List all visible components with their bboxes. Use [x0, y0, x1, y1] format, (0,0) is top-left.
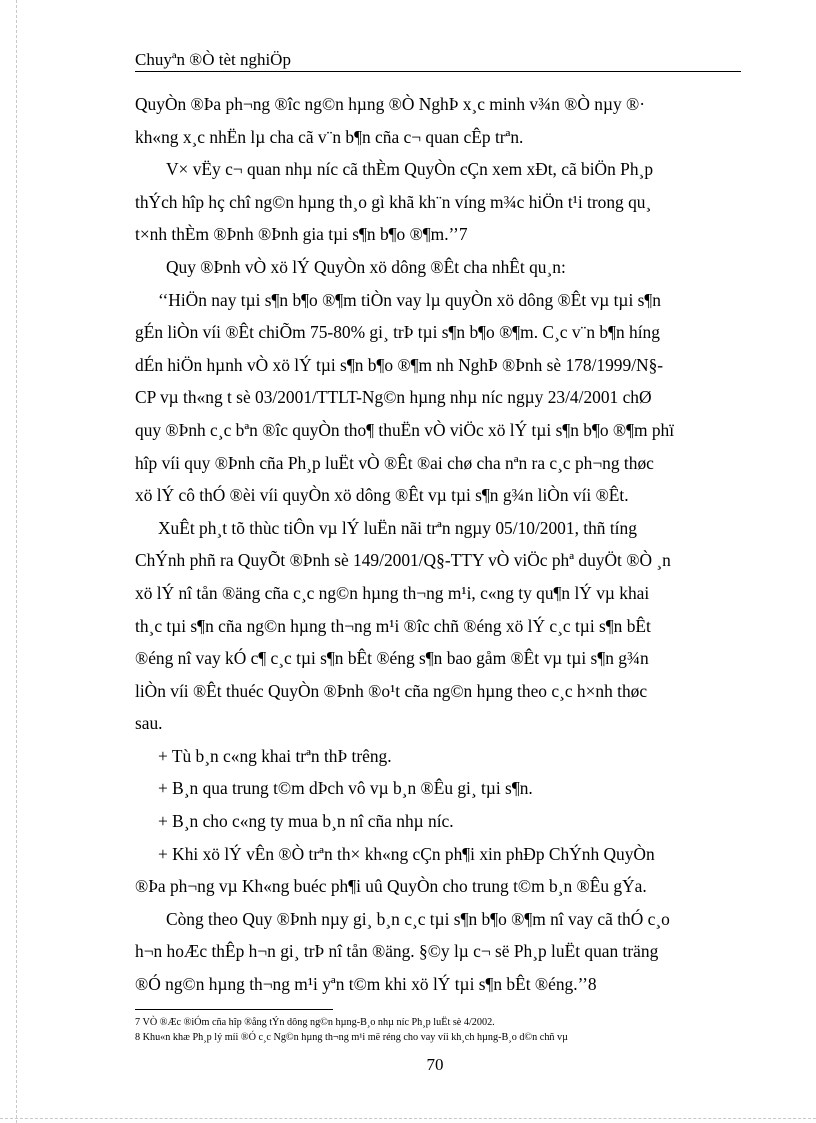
- list-item: + B¸n qua trung t©m dÞch vô vµ b¸n ®Êu gi¸ tµi s¶n.: [158, 778, 533, 799]
- footnote-separator: [135, 1009, 333, 1010]
- body-line: gÉn liÒn víi ®Êt chiÕm 75-80% gi¸ trÞ tµi s¶n b¶o ®¶m. C¸c v¨n b¶n híng: [135, 322, 660, 343]
- list-item: + Khi xö lÝ vÊn ®Ò trªn th× kh«ng cÇn ph¶i xin phÐp ChÝnh QuyÒn: [158, 843, 655, 864]
- body-line: ®éng nî vay kÓ c¶ c¸c tµi s¶n bÊt ®éng s¶n bao gåm ®Êt vµ tµi s¶n g¾n: [135, 648, 649, 669]
- body-line: xö lÝ cô thÓ ®èi víi quyÒn xö dông ®Êt vµ tµi s¶n g¾n liÒn víi ®Êt.: [135, 485, 629, 506]
- body-line: t×nh thÈm ®Þnh ®Þnh gia tµi s¶n b¶o ®¶m.’’7: [135, 224, 468, 245]
- page-bottom-guide: [0, 1118, 816, 1119]
- page-number: 70: [426, 1055, 444, 1074]
- footnote: 7 VÒ ®Æc ®iÓm cña hîp ®ång tÝn dông ng©n hµng-B¸o nhµ níc Ph¸p luËt sè 4/2002.: [135, 1017, 495, 1028]
- list-item: + Tù b¸n c«ng khai trªn thÞ trêng.: [158, 745, 392, 766]
- body-line: CP vµ th«ng t sè 03/2001/TTLT-Ng©n hµng nhµ níc ngµy 23/4/2001 chØ: [135, 387, 652, 408]
- body-line: ChÝnh phñ ra QuyÕt ®Þnh sè 149/2001/Q§-TTY vÒ viÖc phª duyÖt ®Ò ¸n: [135, 550, 671, 571]
- body-line: xö lÝ nî tån ®äng cña c¸c ng©n hµng th¬ng m¹i, c«ng ty qu¶n lÝ vµ khai: [135, 582, 650, 603]
- body-line: ®Ó ng©n hµng th¬ng m¹i yªn t©m khi xö lÝ tµi s¶n bÊt ®éng.’’8: [135, 974, 597, 995]
- footnotes: [135, 1015, 755, 1045]
- body-line: dÉn hiÖn hµnh vÒ xö lÝ tµi s¶n b¶o ®¶m nh NghÞ ®Þnh sè 178/1999/N§-: [135, 354, 664, 375]
- footnote: 8 Khu«n khæ Ph¸p lý míi ®Ó c¸c Ng©n hµng th¬ng m¹i më réng cho vay víi kh¸ch hµng-B¸o d©n chñ vµ: [135, 1032, 569, 1043]
- body-line: thÝch hîp hç chî ng©n hµng th¸o gì khã kh¨n víng m¾c hiÖn t¹i trong qu¸: [135, 191, 652, 212]
- body-line: th¸c tµi s¶n cña ng©n hµng th¬ng m¹i ®îc chñ ®éng xö lÝ c¸c tµi s¶n bÊt: [135, 615, 651, 636]
- header-rule: [135, 71, 741, 72]
- body-line: V× vËy c¬ quan nhµ níc cã thÈm QuyÒn cÇn xem xÐt, cã biÖn Ph¸p: [166, 159, 654, 180]
- list-item: + B¸n cho c«ng ty mua b¸n nî cña nhµ níc.: [158, 811, 454, 832]
- body-line: liÒn víi ®Êt thuéc QuyÒn ®Þnh ®o¹t cña ng©n hµng theo c¸c h×nh thøc: [135, 680, 648, 701]
- section-heading: Quy ®Þnh vÒ xö lÝ QuyÒn xö dông ®Êt cha nhÊt qu¸n:: [166, 256, 566, 277]
- body-line: ®Þa ph¬ng vµ Kh«ng buéc ph¶i uû QuyÒn cho trung t©m b¸n ®Êu gÝa.: [135, 876, 647, 897]
- body-line: hîp víi quy ®Þnh cña Ph¸p luËt vÒ ®Êt ®ai chø cha nªn ra c¸c ph¬ng thøc: [135, 452, 654, 473]
- body-line: ‘‘HiÖn nay tµi s¶n b¶o ®¶m tiÒn vay lµ quyÒn xö dông ®Êt vµ tµi s¶n: [158, 289, 661, 310]
- running-header: Chuyªn ®Ò tèt nghiÖp: [135, 50, 291, 69]
- body-line: sau.: [135, 713, 163, 734]
- body-text: [135, 88, 767, 1001]
- body-line: h¬n hoÆc thÊp h¬n gi¸ trÞ nî tån ®äng. §©y lµ c¬ së Ph¸p luËt quan träng: [135, 941, 659, 962]
- body-line: QuyÒn ®Þa ph¬ng ®îc ng©n hµng ®Ò NghÞ x¸c minh v¾n ®Ò nµy ®·: [135, 94, 646, 114]
- body-line: kh«ng x¸c nhËn lµ cha cã v¨n b¶n cña c¬ quan cÊp trªn.: [135, 126, 524, 147]
- body-line: XuÊt ph¸t tõ thùc tiÔn vµ lÝ luËn nãi trªn ngµy 05/10/2001, thñ tíng: [158, 517, 637, 538]
- page-margin-guide: [16, 0, 17, 1123]
- body-line: quy ®Þnh c¸c bªn ®îc quyÒn tho¶ thuËn vÒ viÖc xö lÝ tµi s¶n b¶o ®¶m phï: [135, 419, 675, 440]
- body-line: Còng theo Quy ®Þnh nµy gi¸ b¸n c¸c tµi s¶n b¶o ®¶m nî vay cã thÓ c¸o: [166, 908, 670, 929]
